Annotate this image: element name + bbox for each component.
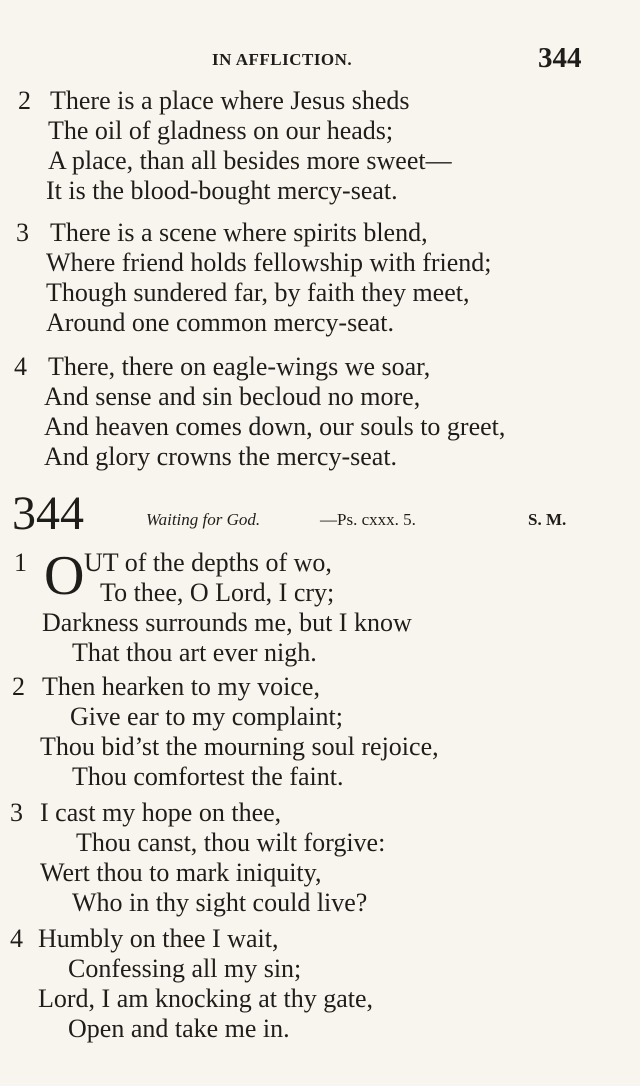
- verse-line: There is a place where Jesus sheds: [50, 86, 410, 115]
- hymn-title: Waiting for God.: [146, 510, 261, 529]
- hymn-header: [0, 488, 640, 544]
- verse-line: And glory crowns the mercy-seat.: [44, 442, 398, 471]
- verse-line: Though sundered far, by faith they meet,: [46, 278, 470, 307]
- verse-line: To thee, O Lord, I cry;: [100, 578, 335, 607]
- verse-line: Wert thou to mark iniquity,: [40, 858, 322, 887]
- stanza-number: 4: [10, 924, 23, 953]
- verse-line: I cast my hope on thee,: [40, 798, 282, 827]
- verse-line: And heaven comes down, our souls to greet,: [44, 412, 506, 441]
- verse-line: Lord, I am knocking at thy gate,: [38, 984, 374, 1013]
- running-header: [0, 44, 640, 80]
- hymn-meter: S. M.: [528, 510, 567, 529]
- verse-line: Thou canst, thou wilt forgive:: [76, 828, 386, 857]
- verse-line: There is a scene where spirits blend,: [50, 218, 428, 247]
- running-title: IN AFFLICTION.: [212, 50, 353, 69]
- verse-line: Where friend holds fellowship with friend;: [46, 248, 492, 277]
- verse-line: It is the blood-bought mercy-seat.: [46, 176, 398, 205]
- verse-line: Then hearken to my voice,: [42, 672, 320, 701]
- verse-line: Humbly on thee I wait,: [38, 924, 279, 953]
- stanza-number: 1: [14, 548, 27, 577]
- stanza-number: 3: [16, 218, 29, 247]
- stanza-number: 2: [18, 86, 31, 115]
- verse-line: Thou comfortest the faint.: [72, 762, 344, 791]
- verse-line: And sense and sin becloud no more,: [44, 382, 421, 411]
- verse-line: Confessing all my sin;: [68, 954, 302, 983]
- verse-line: Give ear to my complaint;: [70, 702, 343, 731]
- page-number: 344: [538, 42, 582, 74]
- verse-line: A place, than all besides more sweet—: [48, 146, 452, 175]
- stanza-number: 2: [12, 672, 25, 701]
- verse-line: UT of the depths of wo,: [84, 548, 332, 577]
- verse-line: That thou art ever nigh.: [72, 638, 317, 667]
- hymn-number: 344: [12, 487, 84, 540]
- verse-line: There, there on eagle-wings we soar,: [48, 352, 431, 381]
- verse-line: The oil of gladness on our heads;: [48, 116, 394, 145]
- verse-line: Who in thy sight could live?: [72, 888, 368, 917]
- stanza-number: 3: [10, 798, 23, 827]
- drop-cap: O: [44, 545, 85, 607]
- scripture-reference: —Ps. cxxx. 5.: [320, 510, 416, 529]
- verse-line: Darkness surrounds me, but I know: [42, 608, 412, 637]
- stanza-number: 4: [14, 352, 27, 381]
- verse-line: Thou bid’st the mourning soul rejoice,: [40, 732, 439, 761]
- verse-line: Open and take me in.: [68, 1014, 290, 1043]
- verse-line: Around one common mercy-seat.: [46, 308, 395, 337]
